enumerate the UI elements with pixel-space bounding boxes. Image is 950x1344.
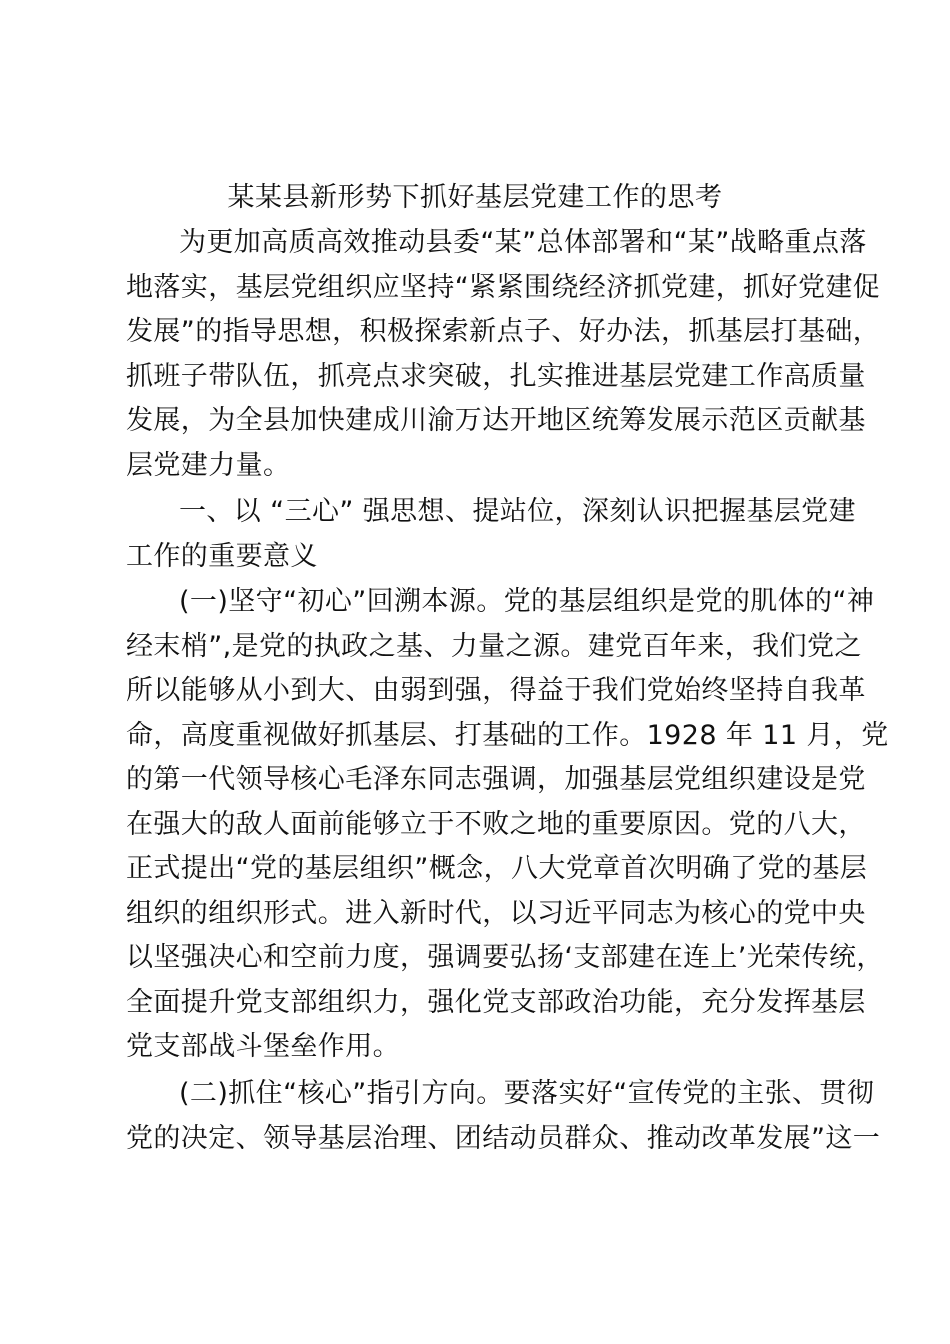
paragraph-line: 抓班子带队伍，抓亮点求突破，扎实推进基层党建工作高质量 xyxy=(126,360,866,392)
paragraph-line: 所以能够从小到大、由弱到强，得益于我们党始终坚持自我革 xyxy=(126,675,866,706)
paragraph-line: 组织的组织形式。进入新时代，以习近平同志为核心的党中央 xyxy=(126,897,866,929)
paragraph-line: 经末梢”,是党的执政之基、力量之源。建党百年来，我们党之 xyxy=(126,630,862,662)
paragraph-line: 全面提升党支部组织力，强化党支部政治功能，充分发挥基层 xyxy=(126,986,866,1018)
paragraph-line: 发展”的指导思想，积极探索新点子、好办法，抓基层打基础， xyxy=(126,316,881,347)
paragraph-line: 正式提出“党的基层组织”概念，八大党章首次明确了党的基层 xyxy=(126,853,868,884)
subsection-2-paragraph xyxy=(126,1072,881,1161)
heading-line: 工作的重要意义 xyxy=(126,540,318,572)
paragraph-line: 为更加高质高效推动县委“某”总体部署和“某”战略重点落 xyxy=(179,227,867,258)
paragraph-line: 在强大的敌人面前能够立于不败之地的重要原因。党的八大， xyxy=(126,808,866,840)
paragraph-line: 的第一代领导核心毛泽东同志强调，加强基层党组织建设是党 xyxy=(126,764,866,795)
heading-line: 一、以 “三心” 强思想、提站位，深刻认识把握基层党建 xyxy=(179,496,856,527)
paragraph-line: 发展，为全县加快建成川渝万达开地区统筹发展示范区贡献基 xyxy=(126,405,866,436)
intro-paragraph xyxy=(126,221,881,488)
subsection-1-paragraph xyxy=(126,580,889,1070)
paragraph-line: 以坚强决心和空前力度，强调要弘扬‘支部建在连上’光荣传统， xyxy=(126,942,884,973)
paragraph-line: 地落实，基层党组织应坚持“紧紧围绕经济抓党建，抓好党建促 xyxy=(126,271,881,303)
paragraph-line: (一)坚守“初心”回溯本源。党的基层组织是党的肌体的“神 xyxy=(179,586,875,617)
paragraph-line: (二)抓住“核心”指引方向。要落实好“宣传党的主张、贯彻 xyxy=(179,1078,875,1109)
section-1-heading xyxy=(126,490,856,579)
paragraph-line: 党支部战斗堡垒作用。 xyxy=(126,1031,400,1062)
paragraph-line: 党的决定、领导基层治理、团结动员群众、推动改革发展”这一 xyxy=(126,1122,881,1154)
document-title: 某某县新形势下抓好基层党建工作的思考 xyxy=(227,182,723,213)
paragraph-line: 命，高度重视做好抓基层、打基础的工作。1928 年 11 月，党 xyxy=(126,719,889,751)
paragraph-line: 层党建力量。 xyxy=(126,449,291,481)
